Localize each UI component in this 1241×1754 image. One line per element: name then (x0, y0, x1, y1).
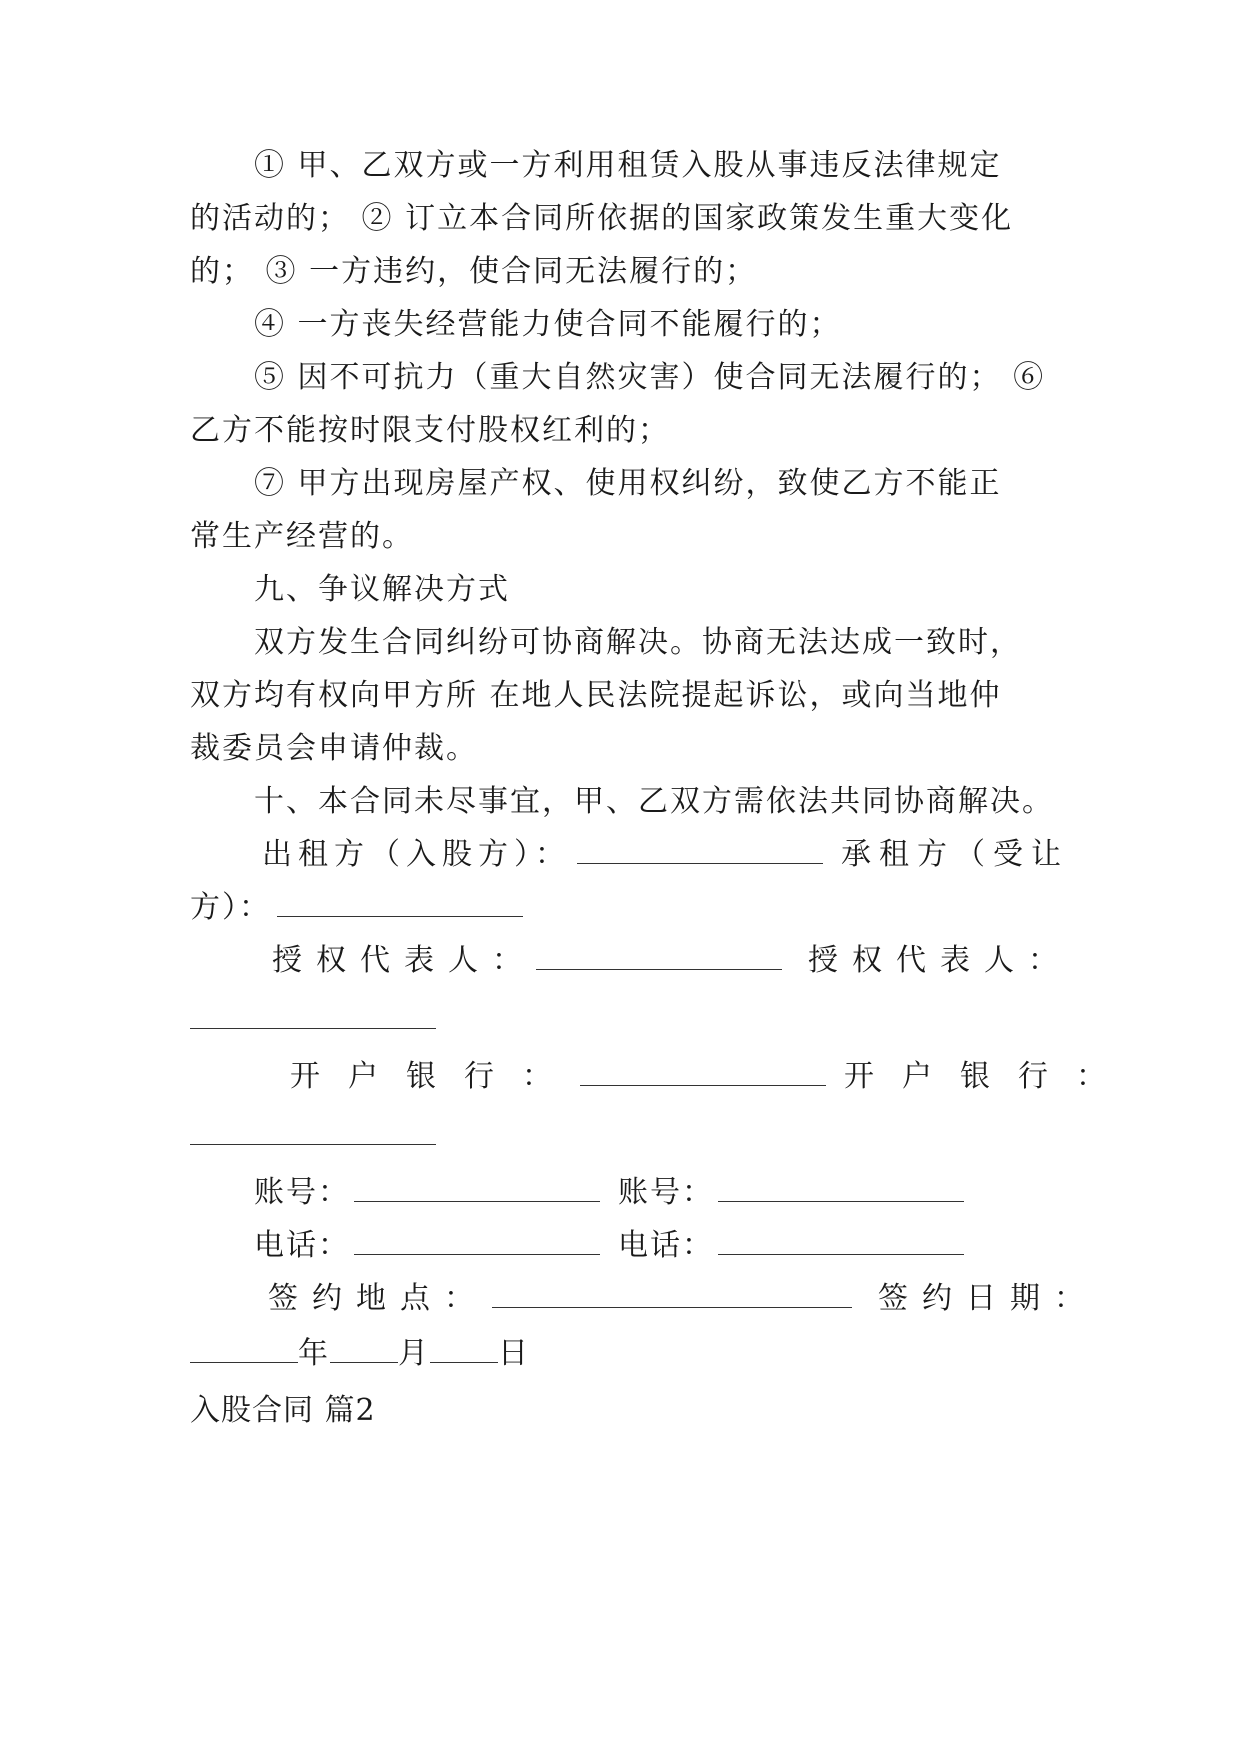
date-row (190, 1334, 1050, 1374)
paragraph-line: 双方发生合同纠纷可协商解决。协商无法达成一致时， (254, 625, 1022, 660)
lessor-blank (577, 839, 823, 864)
date-label: 签约日期： (878, 1281, 1098, 1316)
party-row (262, 835, 1069, 875)
bank-blank-1 (580, 1061, 826, 1086)
bank-blank-2 (190, 1120, 436, 1145)
clause-line: 的； ③ 一方违约，使合同无法履行的； (190, 254, 758, 289)
account-blank-1 (354, 1177, 600, 1202)
place-label: 签约地点： (268, 1281, 488, 1316)
place-blank (492, 1283, 852, 1308)
month-label: 月 (398, 1336, 430, 1371)
year-blank (190, 1338, 298, 1363)
bank-row (290, 1057, 1134, 1097)
phone-blank-2 (718, 1230, 964, 1255)
lessee-label: 承租方（受让 (841, 837, 1069, 872)
bank-label-1: 开户银行： (290, 1059, 580, 1094)
phone-blank-1 (354, 1230, 600, 1255)
clause-line: 常生产经营的。 (190, 519, 414, 554)
account-label-2: 账号： (618, 1175, 714, 1210)
paragraph-line: 十、本合同未尽事宜，甲、乙双方需依法共同协商解决。 (254, 784, 1054, 819)
account-blank-2 (718, 1177, 964, 1202)
phone-label-1: 电话： (254, 1228, 350, 1263)
next-section-title: 入股合同 篇2 (190, 1393, 376, 1428)
clause-line: ⑤ 因不可抗力（重大自然灾害）使合同无法履行的； ⑥ (254, 360, 1046, 395)
section-heading: 九、争议解决方式 (254, 572, 510, 607)
clause-line: ④ 一方丧失经营能力使合同不能履行的； (254, 307, 842, 342)
auth-rep-row-cont (190, 1000, 1050, 1040)
clause-line: ⑦ 甲方出现房屋产权、使用权纠纷，致使乙方不能正 (254, 466, 1002, 501)
clause-line: 的活动的； ② 订立本合同所依据的国家政策发生重大变化 (190, 201, 1014, 236)
month-blank (330, 1338, 398, 1363)
auth-rep-label-2: 授权代表人： (808, 943, 1072, 978)
lessor-label: 出租方（入股方）： (262, 837, 571, 872)
lessee-label-cont: 方）： (190, 890, 271, 925)
auth-rep-blank-2 (190, 1004, 436, 1029)
bank-label-2: 开户银行： (844, 1059, 1134, 1094)
account-label-1: 账号： (254, 1175, 350, 1210)
account-row (254, 1173, 1114, 1213)
sign-place-row (268, 1279, 1098, 1319)
clause-line: 乙方不能按时限支付股权红利的； (190, 413, 670, 448)
clause-line: ① 甲、乙双方或一方利用租赁入股从事违反法律规定 (254, 148, 1002, 183)
party-row-cont (190, 888, 1050, 928)
day-label: 日 (498, 1336, 530, 1371)
paragraph-line: 裁委员会申请仲裁。 (190, 731, 478, 766)
bank-row-cont (190, 1116, 1050, 1156)
paragraph-line: 双方均有权向甲方所 在地人民法院提起诉讼，或向当地仲 (190, 678, 1002, 713)
auth-rep-row (272, 941, 1072, 981)
lessee-blank (277, 892, 523, 917)
auth-rep-blank-1 (536, 945, 782, 970)
auth-rep-label-1: 授权代表人： (272, 943, 536, 978)
year-label: 年 (298, 1336, 330, 1371)
phone-label-2: 电话： (618, 1228, 714, 1263)
phone-row (254, 1226, 1114, 1266)
day-blank (430, 1338, 498, 1363)
